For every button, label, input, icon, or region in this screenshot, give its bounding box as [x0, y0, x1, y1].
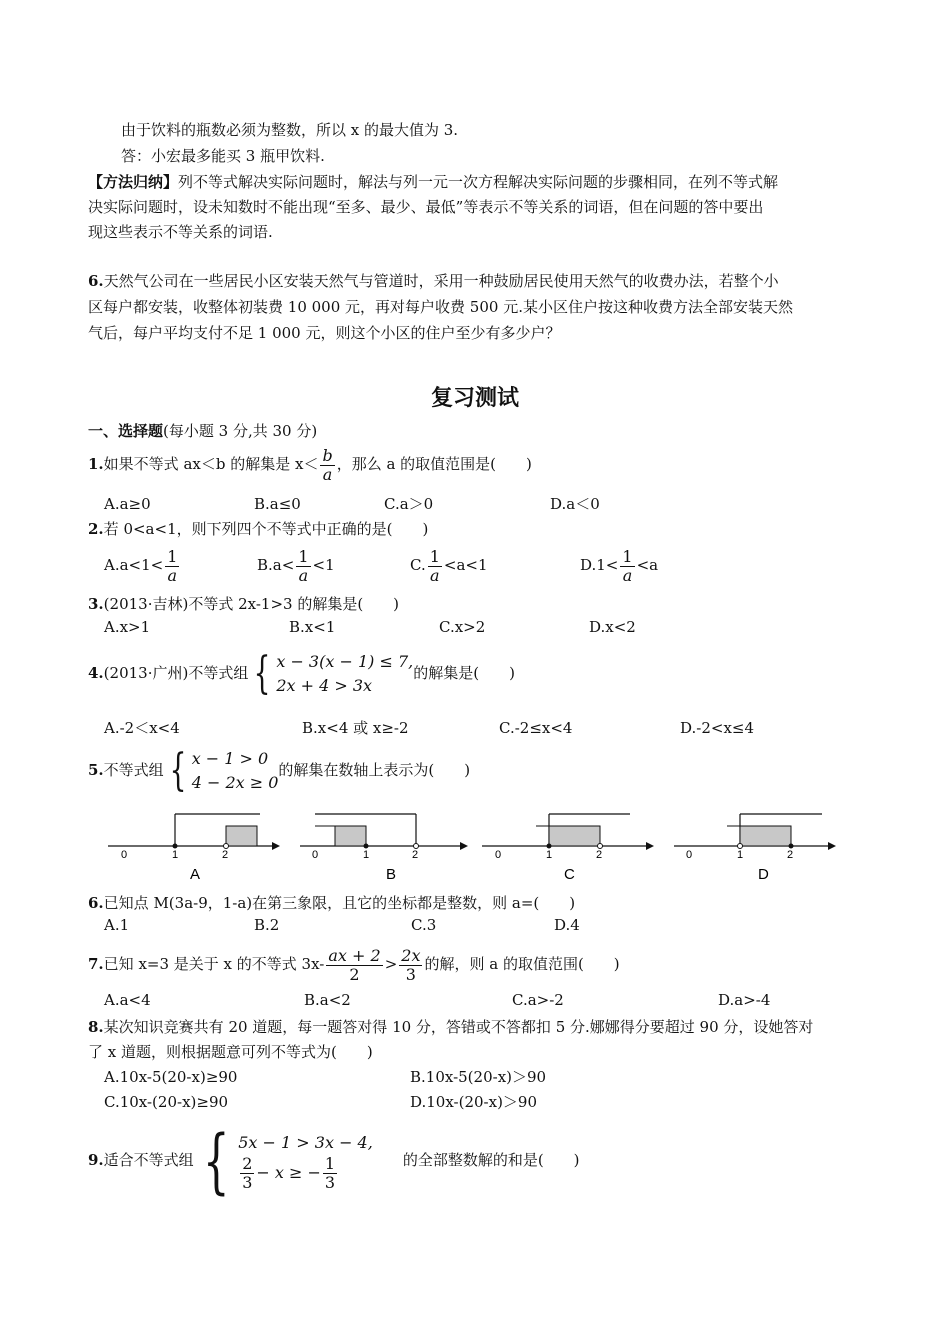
question-5-tail: 的解集在数轴上表示为( ) [278, 761, 471, 779]
q6-option-b: B.2 [254, 916, 280, 934]
q1-option-c: C.a＞0 [384, 495, 434, 513]
q8-option-d: D.10x-(20-x)＞90 [410, 1093, 538, 1111]
inequality-1: x − 3(x − 1) ≤ 7, [276, 652, 414, 671]
tick-label: 1 [546, 849, 553, 861]
q1-option-b: B.a≤0 [254, 495, 301, 513]
option-text: C. [410, 556, 426, 574]
number-line-d [674, 814, 836, 883]
question-8-line-1: 某次知识竞赛共有 20 道题，每一题答对得 10 分，答错或不答都扣 5 分.娜娜得分要超过 90 分，设她答对 [103, 1018, 814, 1036]
tick-label: 2 [412, 849, 419, 861]
q7-option-d: D.a>-4 [718, 991, 771, 1009]
q8-option-a: A.10x-5(20-x)≥90 [104, 1068, 238, 1086]
tick-label: 2 [596, 849, 603, 861]
q4-option-b: B.x<4 或 x≥-2 [302, 719, 409, 737]
section-heading [88, 421, 317, 441]
question-2 [88, 519, 428, 539]
question-number: 5. [88, 761, 104, 779]
question-5-text: 不等式组 [103, 761, 164, 779]
tick-label: 0 [686, 849, 693, 861]
number-line-a [108, 814, 280, 883]
fraction-1-over-a: $\frac{1}{a}$ [429, 546, 440, 585]
word-problem-line-1: 天然气公司在一些居民小区安装天然气与管道时，采用一种鼓励居民使用天然气的收费办法，若整个小 [103, 272, 779, 290]
question-6 [88, 893, 575, 913]
question-number: 1. [88, 455, 104, 473]
figure-label-c: C [564, 866, 575, 883]
q1-option-a: A.a≥0 [104, 495, 151, 513]
fraction-denominator: a [322, 464, 333, 484]
tick-label: 0 [312, 849, 319, 861]
number-line-figures [100, 808, 840, 888]
word-problem-6 [88, 271, 779, 291]
question-7-text: 已知 x=3 是关于 x 的不等式 3x- [103, 955, 325, 973]
question-number: 7. [88, 955, 104, 973]
question-number: 6. [88, 894, 104, 912]
question-number: 4. [88, 664, 104, 682]
intro-line-2: 答：小宏最多能买 3 瓶甲饮料. [121, 147, 325, 165]
question-8 [88, 1017, 813, 1037]
method-summary [88, 172, 778, 192]
method-tag: 【方法归纳】 [88, 173, 179, 191]
question-4-tail: 的解集是( ) [413, 664, 515, 682]
fraction-1-over-a: $\frac{1}{a}$ [167, 546, 178, 585]
q7-option-c: C.a>-2 [512, 991, 564, 1009]
method-text-3: 现这些表示不等关系的词语. [88, 223, 273, 241]
option-text: B.a< [257, 556, 295, 574]
question-7-tail: 的解，则 a 的取值范围( ) [424, 955, 620, 973]
question-4 [88, 646, 515, 700]
question-3-text: (2013·吉林)不等式 2x-1>3 的解集是( ) [103, 595, 400, 613]
question-3 [88, 594, 399, 614]
section-heading-label: 一、选择题 [88, 422, 164, 440]
q2-option-b: B.a< $\frac{1}{a}$ <1 [257, 546, 335, 585]
q3-option-c: C.x>2 [439, 618, 486, 636]
tick-label: 1 [172, 849, 179, 861]
q6-option-c: C.3 [411, 916, 437, 934]
tick-label: 0 [495, 849, 502, 861]
question-5 [88, 743, 470, 797]
q3-option-a: A.x>1 [104, 618, 151, 636]
figure-label-b: B [386, 866, 397, 883]
q6-option-a: A.1 [104, 916, 130, 934]
question-number: 9. [88, 1151, 104, 1169]
tick-label: 2 [222, 849, 229, 861]
tick-label: 0 [121, 849, 128, 861]
fraction-numerator: b [322, 445, 333, 465]
option-text: A.a<1< [104, 556, 164, 574]
left-brace-icon: { [202, 1120, 230, 1202]
question-8-line-2: 了 x 道题，则根据题意可列不等式为( ) [88, 1043, 373, 1061]
fraction-b-over-a [320, 447, 334, 484]
greater-than-sign: > [384, 955, 398, 973]
question-number: 3. [88, 595, 104, 613]
q4-option-c: C.-2≤x<4 [499, 719, 573, 737]
word-problem-line-3: 气后，每户平均支付不足 1 000 元，则这个小区的住户至少有多少户？ [88, 324, 561, 342]
left-brace-icon: { [253, 648, 271, 699]
question-4-text: (2013·广州)不等式组 [103, 664, 249, 682]
question-number: 6. [88, 272, 104, 290]
question-9 [88, 1120, 580, 1202]
q4-option-a: A.-2＜x<4 [104, 719, 180, 737]
inequality-1: 5x − 1 > 3x − 4, [238, 1132, 373, 1152]
option-text: D.1< [580, 556, 619, 574]
question-number: 8. [88, 1018, 104, 1036]
question-1-tail: ，那么 a 的取值范围是( ) [336, 455, 532, 473]
q3-option-b: B.x<1 [289, 618, 336, 636]
q1-option-d: D.a＜0 [550, 495, 600, 513]
fraction-2x-over-3: $\frac{2x}{3}$ [401, 945, 421, 984]
section-title: 复习测试 [430, 386, 519, 411]
fraction-1-over-a: $\frac{1}{a}$ [622, 546, 633, 585]
tick-label: 1 [737, 849, 744, 861]
q8-option-c: C.10x-(20-x)≥90 [104, 1093, 229, 1111]
q2-option-c: C. $\frac{1}{a}$ <a<1 [410, 546, 488, 585]
question-1-text: 如果不等式 ax＜b 的解集是 x＜ [103, 455, 319, 473]
q3-option-d: D.x<2 [589, 618, 636, 636]
left-brace-icon: { [169, 745, 187, 796]
question-7 [88, 942, 620, 986]
question-9-text: 适合不等式组 [103, 1151, 194, 1169]
inequality-1: x − 1 > 0 [191, 749, 269, 768]
word-problem-line-2: 区每户都安装，收整体初装费 10 000 元，再对每户收费 500 元.某小区住户按这种收费方法全部安装天然 [88, 298, 793, 316]
number-line-b [300, 814, 468, 883]
q2-option-a [104, 543, 181, 587]
inequality-system [192, 747, 279, 795]
fraction-ax-plus-2-over-2: $\frac{ax + 2}{2}$ [328, 945, 381, 984]
tick-label: 1 [363, 849, 370, 861]
q8-option-b: B.10x-5(20-x)＞90 [410, 1068, 547, 1086]
q7-option-a: A.a<4 [104, 991, 151, 1009]
question-2-text: 若 0<a<1，则下列四个不等式中正确的是( ) [103, 520, 429, 538]
intro-line-1: 由于饮料的瓶数必须为整数，所以 x 的最大值为 3. [121, 121, 459, 139]
method-text-1: 列不等式解决实际问题时，解法与列一元一次方程解决实际问题的步骤相同，在列不等式解 [178, 173, 779, 191]
question-6-text: 已知点 M(3a-9，1-a)在第三象限，且它的坐标都是整数，则 a=( ) [103, 894, 576, 912]
inequality-2: 2x + 4 > 3x [276, 676, 373, 695]
fraction-2-over-3: $\frac{2}{3}$ [242, 1153, 253, 1192]
tick-label: 2 [787, 849, 794, 861]
question-number: 2. [88, 520, 104, 538]
q2-option-d: D.1< $\frac{1}{a}$ <a [580, 546, 659, 585]
inequality-system [238, 1131, 373, 1192]
q6-option-d: D.4 [554, 916, 580, 934]
number-line-c [482, 814, 654, 883]
inequality-2: $\frac{2}{3}$ − x ≥ − $\frac{1}{3}$ [242, 1153, 336, 1192]
inequality-system [276, 650, 413, 698]
inequality-2: 4 − 2x ≥ 0 [191, 773, 279, 792]
figure-label-d: D [758, 866, 769, 883]
q4-option-d: D.-2<x≤4 [680, 719, 755, 737]
method-text-2: 决实际问题时，设未知数时不能出现“至多、最少、最低”等表示不等关系的词语，但在问题的答中要出 [88, 198, 764, 216]
section-heading-note: (每小题 3 分,共 30 分) [163, 422, 318, 440]
question-9-tail: 的全部整数解的和是( ) [402, 1151, 580, 1169]
fraction-1-over-a: $\frac{1}{a}$ [298, 546, 309, 585]
question-1 [88, 442, 532, 486]
fraction-1-over-3: $\frac{1}{3}$ [324, 1153, 336, 1192]
figure-label-a: A [190, 866, 201, 883]
q7-option-b: B.a<2 [304, 991, 351, 1009]
